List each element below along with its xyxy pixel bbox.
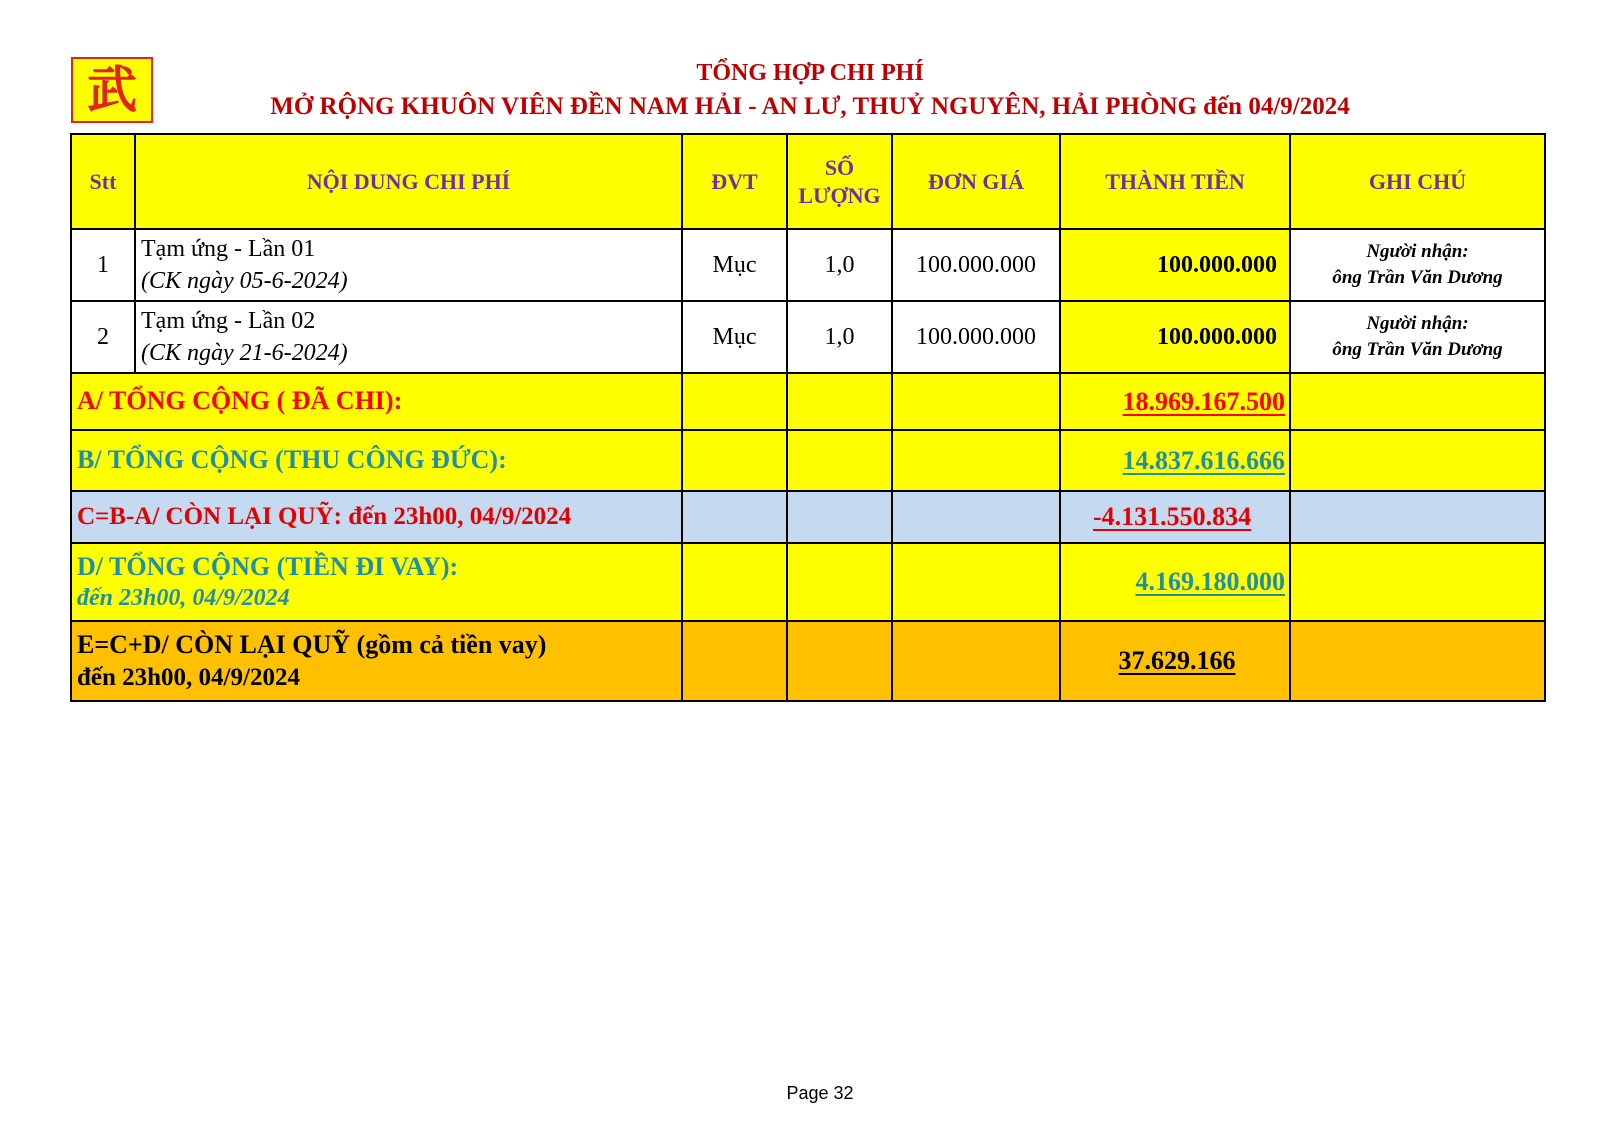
empty-cell <box>1290 621 1545 701</box>
empty-cell <box>1290 430 1545 491</box>
empty-cell <box>682 373 787 430</box>
content-subtext: (CK ngày 21-6-2024) <box>141 340 348 366</box>
note-line2: ông Trần Văn Dương <box>1332 339 1503 360</box>
empty-cell <box>1290 491 1545 543</box>
cell-content <box>135 229 682 301</box>
header-price: ĐƠN GIÁ <box>892 134 1060 229</box>
empty-cell <box>682 621 787 701</box>
summary-d-value-text: 4.169.180.000 <box>1135 567 1285 596</box>
header-content: NỘI DUNG CHI PHÍ <box>135 134 682 229</box>
summary-d-label-subtext: đến 23h00, 04/9/2024 <box>77 585 290 612</box>
page-number: Page 32 <box>786 1083 854 1103</box>
summary-row-e <box>71 621 1545 701</box>
empty-cell <box>1290 373 1545 430</box>
cell-amount: 100.000.000 <box>1060 301 1290 373</box>
summary-b-label: B/ TỔNG CỘNG (THU CÔNG ĐỨC): <box>71 430 682 491</box>
content-text: Tạm ứng - Lần 02 <box>141 307 316 334</box>
summary-e-value <box>1060 621 1290 701</box>
cell-stt: 2 <box>71 301 135 373</box>
summary-b-value-text: 14.837.616.666 <box>1122 445 1285 475</box>
header-unit: ĐVT <box>682 134 787 229</box>
summary-row-b <box>71 430 1545 491</box>
cell-price: 100.000.000 <box>892 229 1060 301</box>
logo-glyph: 武 <box>87 62 137 118</box>
summary-d-label-text: D/ TỔNG CỘNG (TIỀN ĐI VAY): <box>77 551 459 581</box>
summary-e-label-subtext: đến 23h00, 04/9/2024 <box>77 663 300 691</box>
summary-c-value-text: -4.131.550.834 <box>1093 502 1252 531</box>
empty-cell <box>682 491 787 543</box>
header-row <box>71 134 1545 229</box>
summary-c-value <box>1060 491 1290 543</box>
empty-cell <box>892 491 1060 543</box>
note-line1: Người nhận: <box>1366 241 1469 263</box>
summary-c-label: C=B-A/ CÒN LẠI QUỸ: đến 23h00, 04/9/2024 <box>71 491 682 543</box>
cell-unit: Mục <box>682 301 787 373</box>
cell-amount: 100.000.000 <box>1060 229 1290 301</box>
empty-cell <box>787 373 892 430</box>
header-qty-line2: LƯỢNG <box>798 182 881 208</box>
empty-cell <box>1290 543 1545 621</box>
summary-d-value <box>1060 543 1290 621</box>
header-qty-line1: SỐ <box>824 155 855 180</box>
header-stt: Stt <box>71 134 135 229</box>
empty-cell <box>892 430 1060 491</box>
cost-summary-table <box>70 133 1546 702</box>
header-note: GHI CHÚ <box>1290 134 1545 229</box>
summary-a-value <box>1060 373 1290 430</box>
empty-cell <box>787 430 892 491</box>
note-line1: Người nhận: <box>1366 313 1469 335</box>
empty-cell <box>892 543 1060 621</box>
content-text: Tạm ứng - Lần 01 <box>141 235 316 262</box>
cell-note <box>1290 301 1545 373</box>
header-qty <box>787 134 892 229</box>
logo <box>71 57 153 123</box>
document-subtitle: MỞ RỘNG KHUÔN VIÊN ĐỀN NAM HẢI - AN LƯ, THUỶ NGUYÊN, HẢI PHÒNG đến 04/9/2024 <box>270 93 1350 120</box>
note-line2: ông Trần Văn Dương <box>1332 267 1503 288</box>
cell-price: 100.000.000 <box>892 301 1060 373</box>
summary-d-label <box>71 543 682 621</box>
header-amount: THÀNH TIỀN <box>1060 134 1290 229</box>
document-title: TỔNG HỢP CHI PHÍ <box>696 60 924 86</box>
table-row <box>71 229 1545 301</box>
summary-e-label <box>71 621 682 701</box>
cell-stt: 1 <box>71 229 135 301</box>
summary-e-label-text: E=C+D/ CÒN LẠI QUỸ (gồm cả tiền vay) <box>77 630 547 660</box>
summary-b-value <box>1060 430 1290 491</box>
summary-e-value-text: 37.629.166 <box>1118 646 1236 675</box>
empty-cell <box>892 373 1060 430</box>
content-subtext: (CK ngày 05-6-2024) <box>141 268 348 294</box>
summary-a-label: A/ TỔNG CỘNG ( ĐÃ CHI): <box>71 373 682 430</box>
cell-qty: 1,0 <box>787 301 892 373</box>
empty-cell <box>892 621 1060 701</box>
table-row <box>71 301 1545 373</box>
empty-cell <box>787 543 892 621</box>
cell-unit: Mục <box>682 229 787 301</box>
empty-cell <box>787 621 892 701</box>
cell-qty: 1,0 <box>787 229 892 301</box>
summary-row-c <box>71 491 1545 543</box>
summary-row-a <box>71 373 1545 430</box>
empty-cell <box>682 430 787 491</box>
summary-row-d <box>71 543 1545 621</box>
cell-note <box>1290 229 1545 301</box>
summary-a-value-text: 18.969.167.500 <box>1122 386 1285 416</box>
empty-cell <box>682 543 787 621</box>
cell-content <box>135 301 682 373</box>
empty-cell <box>787 491 892 543</box>
